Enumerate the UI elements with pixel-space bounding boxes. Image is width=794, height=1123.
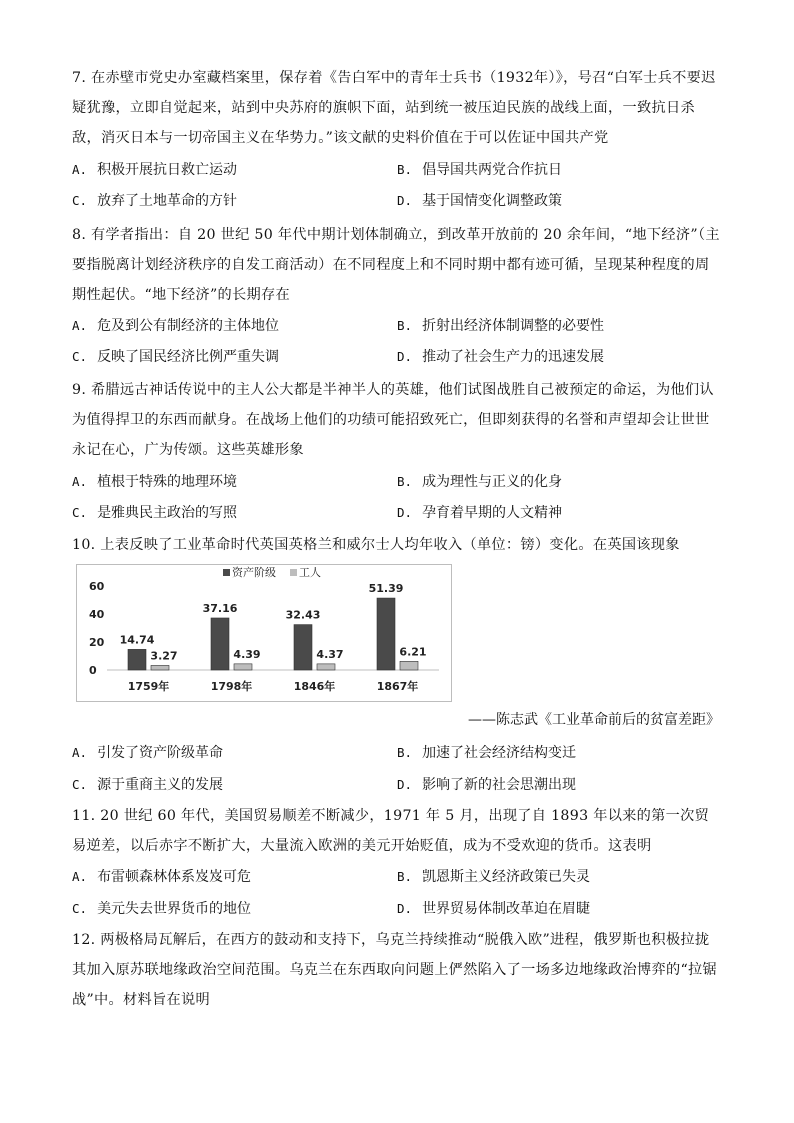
- option-text: 凯恩斯主义经济政策已失灵: [422, 869, 591, 885]
- data-label: 32.43: [285, 608, 321, 622]
- option-key: B.: [397, 474, 413, 489]
- option-key: A.: [72, 745, 88, 760]
- legend-label: 工人: [299, 566, 321, 579]
- q9-option-d[interactable]: [397, 503, 562, 523]
- y-tick-label: 20: [89, 636, 105, 649]
- option-text: 危及到公有制经济的主体地位: [97, 318, 280, 334]
- question-9-stem: 9. 希腊远古神话传说中的主人公大都是半神半人的英雄，他们试图战胜自己被预定的命运，为他们认为值得捍卫的东西而献身。在战场上他们的功绩可能招致死亡，但即刻获得的名誉和声望却会让世世永记在心，广为传颂。这些英雄形象: [72, 382, 714, 458]
- x-category-label: 1798年: [210, 680, 253, 693]
- bar-workers: [151, 665, 169, 670]
- data-label: 4.39: [233, 647, 261, 661]
- option-key: D.: [397, 777, 413, 792]
- chart-source-citation: ——陈志武《工业革命前后的贫富差距》: [468, 712, 720, 728]
- option-text: 植根于特殊的地理环境: [97, 474, 238, 490]
- option-key: B.: [397, 318, 413, 333]
- q9-option-a[interactable]: [72, 472, 237, 492]
- option-key: B.: [397, 745, 413, 760]
- option-key: A.: [72, 162, 88, 177]
- question-7-stem: 7. 在赤壁市党史办室藏档案里，保存着《告白军中的青年士兵书（1932年）》，号召“白军士兵不要迟疑犹豫，立即自觉起来，站到中央苏府的旗帜下面，站到统一被压迫民族的战线上面，一致抗日杀敌，消灭日本与一切帝国主义在华势力。”该文献的史料价值在于可以佐证中国共产党: [72, 70, 716, 146]
- option-key: B.: [397, 869, 413, 884]
- option-key: C.: [72, 193, 88, 208]
- question-10-stem: 10. 上表反映了工业革命时代英国英格兰和威尔士人均年收入（单位：镑）变化。在英国该现象: [72, 537, 680, 553]
- q8-option-b[interactable]: [397, 316, 604, 336]
- option-key: A.: [72, 474, 88, 489]
- bar-workers: [400, 661, 418, 670]
- option-text: 推动了社会生产力的迅速发展: [422, 349, 605, 365]
- option-text: 孕育着早期的人文精神: [422, 505, 563, 521]
- option-key: C.: [72, 505, 88, 520]
- q11-option-c[interactable]: [72, 899, 251, 919]
- option-text: 影响了新的社会思潮出现: [422, 777, 577, 793]
- data-label: 3.27: [150, 649, 178, 663]
- option-key: C.: [72, 901, 88, 916]
- y-tick-label: 0: [89, 664, 97, 677]
- x-category-label: 1846年: [293, 680, 336, 693]
- option-key: D.: [397, 901, 413, 916]
- q10-option-b[interactable]: [397, 743, 576, 763]
- bar-bourgeoisie: [211, 618, 229, 670]
- question-8-stem: 8. 有学者指出：自 20 世纪 50 年代中期计划体制确立，到改革开放前的 20 余年间，“地下经济”（主要指脱离计划经济秩序的自发工商活动）在不同程度上和不同时期中都有迹可循，呈现某种程度的周期性起伏。“地下经济”的长期存在: [72, 227, 720, 303]
- option-key: A.: [72, 869, 88, 884]
- q10-option-d[interactable]: [397, 775, 576, 795]
- data-label: 51.39: [368, 582, 404, 596]
- legend-label: 资产阶级: [232, 566, 276, 579]
- option-key: C.: [72, 349, 88, 364]
- q7-option-d[interactable]: [397, 191, 562, 211]
- income-bar-chart-svg: [77, 565, 451, 701]
- option-key: C.: [72, 777, 88, 792]
- bar-workers: [234, 664, 252, 670]
- option-text: 倡导国共两党合作抗日: [422, 162, 563, 178]
- option-text: 基于国情变化调整政策: [422, 193, 563, 209]
- option-text: 世界贸易体制改革迫在眉睫: [422, 901, 591, 917]
- option-key: B.: [397, 162, 413, 177]
- option-text: 布雷顿森林体系岌岌可危: [97, 869, 252, 885]
- question-11-stem: 11. 20 世纪 60 年代，美国贸易顺差不断减少，1971 年 5 月，出现了自 1893 年以来的第一次贸易逆差，以后赤字不断扩大，大量流入欧洲的美元开始贬值，成为不受欢迎的货币。这表明: [72, 808, 710, 854]
- x-category-label: 1867年: [376, 680, 419, 693]
- q8-option-c[interactable]: [72, 347, 279, 367]
- data-label: 4.37: [316, 647, 344, 661]
- legend-swatch: [223, 569, 230, 576]
- q7-option-a[interactable]: [72, 160, 237, 180]
- option-text: 折射出经济体制调整的必要性: [422, 318, 605, 334]
- q8-option-a[interactable]: [72, 316, 279, 336]
- q11-option-a[interactable]: [72, 867, 251, 887]
- option-text: 放弃了土地革命的方针: [97, 193, 238, 209]
- option-text: 美元失去世界货币的地位: [97, 901, 252, 917]
- data-label: 14.74: [119, 633, 155, 647]
- option-key: D.: [397, 349, 413, 364]
- option-text: 成为理性与正义的化身: [422, 474, 563, 490]
- bar-bourgeoisie: [377, 598, 395, 670]
- bar-bourgeoisie: [128, 649, 146, 670]
- q11-option-d[interactable]: [397, 899, 590, 919]
- q7-option-b[interactable]: [397, 160, 562, 180]
- question-12-stem: 12. 两极格局瓦解后，在西方的鼓动和支持下，乌克兰持续推动“脱俄入欧”进程，俄罗斯也积极拉拢其加入原苏联地缘政治空间范围。乌克兰在东西取向问题上俨然陷入了一场多边地缘政治博弈的“拉锯战”中。材料旨在说明: [72, 932, 718, 1008]
- bar-workers: [317, 664, 335, 670]
- option-text: 引发了资产阶级革命: [97, 745, 224, 761]
- option-key: A.: [72, 318, 88, 333]
- option-key: D.: [397, 505, 413, 520]
- option-text: 是雅典民主政治的写照: [97, 505, 238, 521]
- y-tick-label: 60: [89, 580, 105, 593]
- bar-bourgeoisie: [294, 625, 312, 670]
- q8-option-d[interactable]: [397, 347, 604, 367]
- data-label: 6.21: [399, 645, 427, 659]
- q11-option-b[interactable]: [397, 867, 590, 887]
- q9-option-c[interactable]: [72, 503, 237, 523]
- data-label: 37.16: [202, 601, 238, 615]
- option-key: D.: [397, 193, 413, 208]
- income-bar-chart: [76, 564, 452, 702]
- option-text: 反映了国民经济比例严重失调: [97, 349, 280, 365]
- q10-option-a[interactable]: [72, 743, 223, 763]
- q10-option-c[interactable]: [72, 775, 223, 795]
- option-text: 积极开展抗日救亡运动: [97, 162, 238, 178]
- x-category-label: 1759年: [127, 680, 170, 693]
- q9-option-b[interactable]: [397, 472, 562, 492]
- option-text: 源于重商主义的发展: [97, 777, 224, 793]
- y-tick-label: 40: [89, 608, 105, 621]
- legend-swatch: [290, 569, 297, 576]
- option-text: 加速了社会经济结构变迁: [422, 745, 577, 761]
- q7-option-c[interactable]: [72, 191, 237, 211]
